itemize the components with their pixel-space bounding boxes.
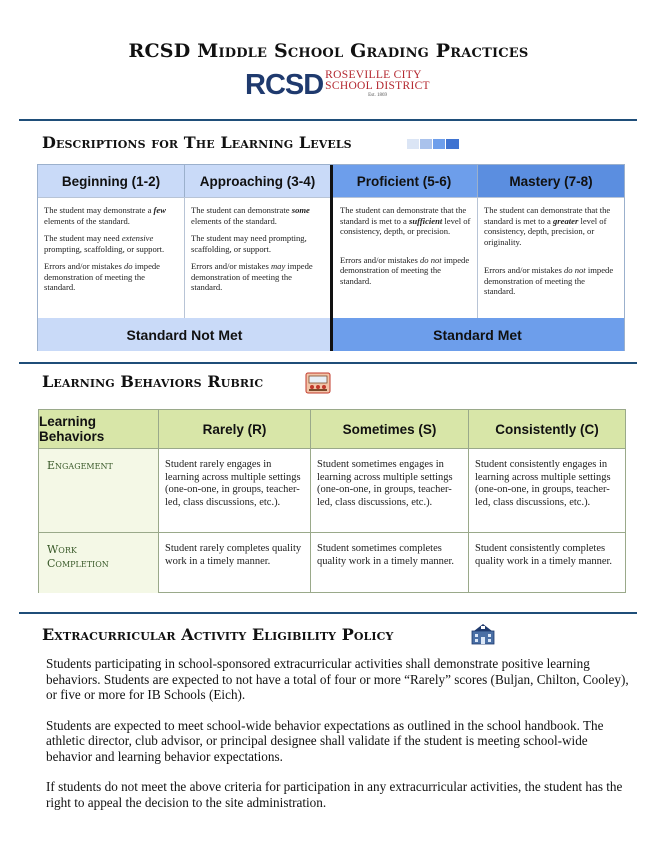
section-divider	[19, 119, 637, 121]
levels-section-title: Descriptions for The Learning Levels	[42, 133, 352, 152]
policy-text	[46, 656, 630, 825]
logo-mark: RCSD	[245, 69, 324, 101]
level-paragraph: Errors and/or mistakes do not impede demonstration of meeting the standard.	[484, 265, 614, 296]
standard-not-met-label: Standard Not Met	[38, 318, 331, 351]
behaviors-header-category: Learning Behaviors	[39, 410, 159, 448]
level-paragraph: Errors and/or mistakes may impede demonstration of meeting the standard.	[191, 261, 313, 292]
level-description-beginning	[38, 197, 185, 318]
policy-paragraph: Students are expected to meet school-wide behavior expectations as outlined in the school handbook. The athletic director, club advisor, or principal designee shall validate if the student is meeting school-wide behavior and learning behavior expectations.	[46, 717, 604, 764]
standard-met-label: Standard Met	[331, 318, 624, 351]
section-divider	[19, 612, 637, 614]
level-description-mastery	[478, 197, 624, 318]
logo-line-2: SCHOOL DISTRICT	[325, 80, 430, 92]
page-title: RCSD Middle School Grading Practices	[128, 40, 529, 62]
level-paragraph: Errors and/or mistakes do not impede demonstration of meeting the standard.	[340, 254, 470, 286]
level-paragraph: The student may demonstrate a few elements of the standard.	[44, 205, 166, 226]
level-header-proficient: Proficient (5-6)	[331, 165, 478, 197]
policy-paragraph: If students do not meet the above criteria for participation in any extracurricular activities, the student has the right to appeal the decision to the site administration.	[46, 779, 623, 810]
behaviors-header-sometimes: Sometimes (S)	[311, 410, 469, 448]
level-paragraph: The student may need extensive prompting, scaffolding, or support.	[44, 233, 165, 254]
behaviors-header-rarely: Rarely (R)	[159, 410, 311, 448]
logo-established: Est. 1869	[368, 93, 387, 98]
met-divider	[330, 165, 333, 351]
behavior-label-line: Work	[47, 543, 77, 556]
level-paragraph: The student can demonstrate that the standard is met to a greater level of consistency, depth, precision, or originality.	[484, 205, 611, 247]
level-description-approaching	[185, 197, 331, 318]
level-bars-icon	[407, 139, 459, 149]
logo-line-1: ROSEVILLE CITY	[325, 69, 422, 81]
behavior-label-work-completion	[39, 532, 159, 593]
behaviors-header-consistently: Consistently (C)	[469, 410, 625, 448]
level-description-proficient	[331, 197, 478, 318]
engagement-sometimes-cell: Student sometimes engages in learning across multiple settings (one-on-one, in groups, teacher-led, class discussions, etc.).	[311, 448, 469, 532]
work-rarely-cell: Student rarely completes quality work in a timely manner.	[159, 532, 311, 593]
behaviors-section-title: Learning Behaviors Rubric	[42, 372, 264, 391]
work-sometimes-cell: Student sometimes completes quality work in a timely manner.	[311, 532, 469, 593]
level-paragraph: Errors and/or mistakes do impede demonstration of meeting the standard.	[44, 261, 160, 292]
policy-paragraph: Students participating in school-sponsored extracurricular activities shall demonstrate positive learning behaviors. Students are expected to not have a total of four or more “Rarely” scores (Buljan, Chilton, Cooley), or five or more for IB Schools (Eich).	[46, 656, 629, 702]
level-paragraph: The student can demonstrate some elements of the standard.	[191, 205, 310, 226]
level-header-mastery: Mastery (7-8)	[478, 165, 624, 197]
logo-text	[325, 70, 430, 99]
engagement-consistently-cell: Student consistently engages in learning across multiple settings (one-on-one, in groups, teacher-led, class discussions, etc.).	[469, 448, 625, 532]
engagement-rarely-cell: Student rarely engages in learning across multiple settings (one-on-one, in groups, teacher-led, class discussions, etc.).	[159, 448, 311, 532]
policy-section-title: Extracurricular Activity Eligibility Policy	[42, 625, 394, 644]
district-logo	[245, 70, 430, 102]
school-building-icon	[470, 623, 496, 645]
level-paragraph: The student can demonstrate that the standard is met to a sufficient level of consistency, depth, or precision.	[340, 205, 471, 236]
section-divider	[19, 362, 637, 364]
learning-behaviors-table	[38, 409, 626, 593]
level-header-approaching: Approaching (3-4)	[185, 165, 331, 197]
work-consistently-cell: Student consistently completes quality work in a timely manner.	[469, 532, 625, 593]
behavior-label-engagement: Engagement	[39, 448, 159, 532]
classroom-icon	[305, 372, 331, 394]
learning-levels-table	[37, 164, 625, 351]
level-paragraph: The student may need prompting, scaffolding, or support.	[191, 233, 307, 254]
level-header-beginning: Beginning (1-2)	[38, 165, 185, 197]
behavior-label-line: Completion	[47, 557, 109, 570]
